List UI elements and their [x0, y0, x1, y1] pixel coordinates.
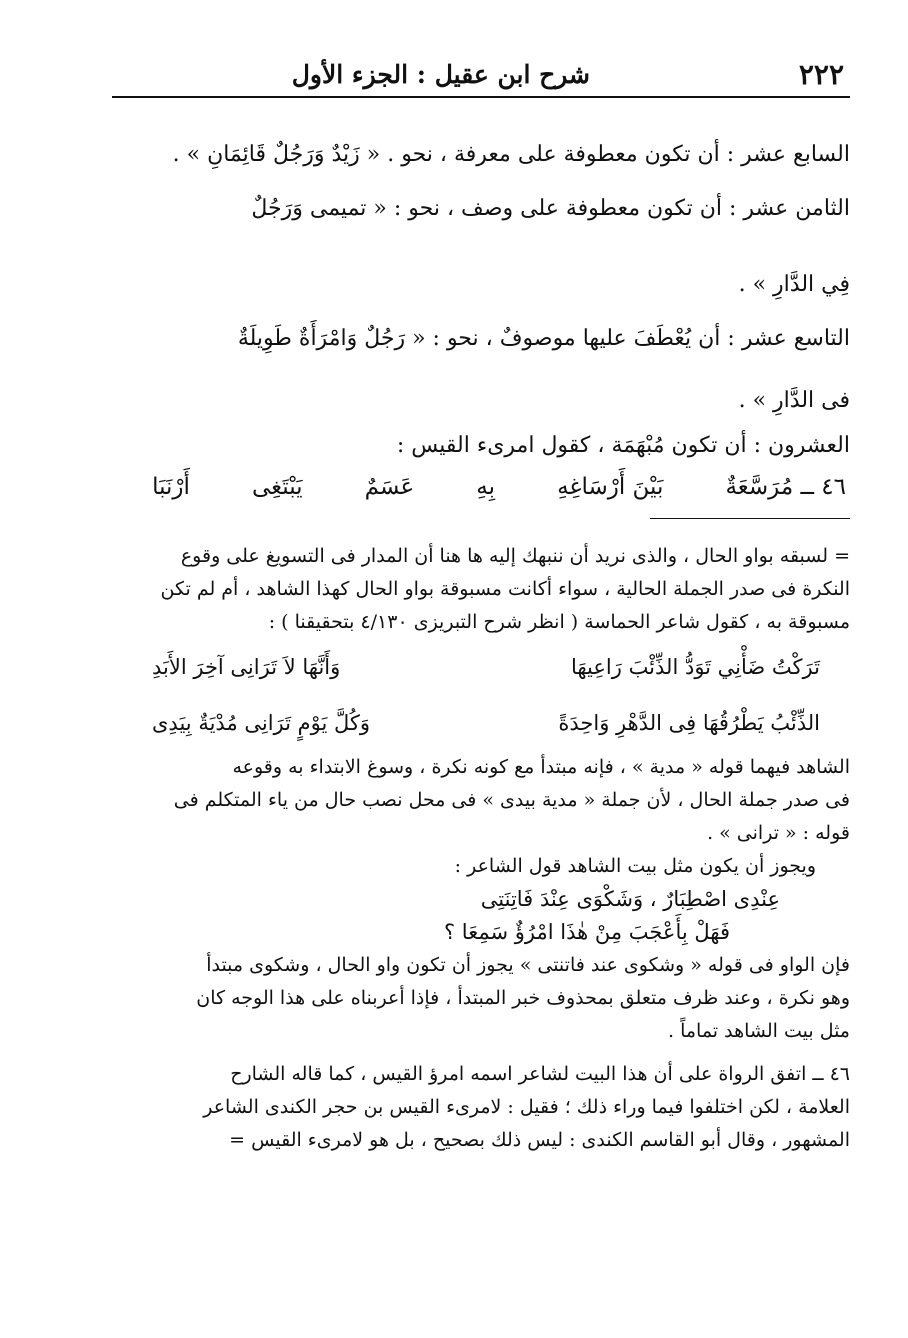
poem-couplet	[112, 695, 850, 751]
footnote-divider	[650, 518, 850, 519]
text-line: فى الدَّارِ » .	[738, 388, 850, 413]
hemistich: الذِّئْبُ يَطْرُقُهَا فِى الدَّهْرِ وَاحِدَةً	[558, 711, 820, 735]
footnote-line: مثل بيت الشاهد تماماً .	[667, 1020, 850, 1042]
verse-line: عِنْدِى اصْطِبَارٌ ، وَشَكْوَى عِنْدَ فَاتِنَتِى	[480, 887, 780, 911]
footnote-line: مسبوقة به ، كقول شاعر الحماسة ( انظر شرح التبريزى ٤/١٣٠ بتحقيقنا ) :	[268, 611, 850, 633]
main-text	[112, 128, 850, 510]
verse-word: يَبْتَغِى	[252, 474, 303, 500]
verse-word: ٤٦ ــ مُرَسَّعَةٌ	[725, 474, 846, 500]
verse-word: أَرْنَبَا	[152, 474, 190, 500]
hemistich: تَرَكْتُ ضَأْنِي تَوَدُّ الذِّئْبَ رَاعِيهَا	[570, 655, 820, 679]
footnote-line: وهو نكرة ، وعند ظرف متعلق بمحذوف خبر المبتدأ ، فإذا أعربناه على هذا الوجه كان	[196, 987, 850, 1009]
running-title: شرح ابن عقيل : الجزء الأول	[291, 60, 590, 89]
verse-word: بَيْنَ أَرْسَاغِهِ	[557, 474, 664, 500]
footnote-line: ٤٦ ــ اتفق الرواة على أن هذا البيت لشاعر اسمه امرؤ القيس ، كما قاله الشارح	[230, 1063, 850, 1085]
paragraph-nineteenth	[112, 312, 850, 428]
hemistich: وَكُلَّ يَوْمٍ تَرَانِى مُدْيَةٌ بِيَدِى	[152, 711, 371, 735]
poem-couplet	[112, 639, 850, 695]
hemistich: وَأَنَّهَا لاَ تَرَانِى آخِرَ الأَبَدِ	[152, 655, 341, 679]
verse-word: عَسَمٌ	[364, 474, 415, 500]
footnote-line: الشاهد فيهما قوله « مدية » ، فإنه مبتدأ مع كونه نكرة ، وسوغ الابتداء به وقوعه	[232, 756, 850, 778]
verse-word: بِهِ	[476, 474, 496, 500]
footnote-line: العلامة ، لكن اختلفوا فيما وراء ذلك ؛ فقيل : لامرىء القيس بن حجر الكندى الشاعر	[203, 1096, 850, 1118]
footnote-line: فإن الواو فى قوله « وشكوى عند فاتنتى » يجوز أن تكون واو الحال ، وشكوى مبتدأ	[206, 954, 850, 976]
footnote-line: = لسبقه بواو الحال ، والذى نريد أن ننبهك إليه ها هنا أن المدار فى التسويغ على وقوع	[180, 545, 850, 567]
footnote-line: قوله : « ترانى » .	[707, 822, 850, 844]
footnote-line: ويجوز أن يكون مثل بيت الشاهد قول الشاعر :	[454, 855, 816, 877]
verse-line: فَهَلْ بِأَعْجَبَ مِنْ هٰذَا امْرُؤٌ سَمِعَا ؟	[443, 920, 730, 944]
footnote-line: النكرة فى صدر الجملة الحالية ، سواء أكانت مسبوقة بواو الحال كهذا الشاهد ، أم لم تكن	[160, 578, 850, 600]
page-header	[112, 52, 850, 98]
footnotes	[112, 540, 850, 1157]
footnote-line: المشهور ، وقال أبو القاسم الكندى : ليس ذلك بصحيح ، بل هو لامرىء القيس =	[229, 1129, 850, 1151]
paragraph-seventeenth: السابع عشر : أن تكون معطوفة على معرفة ، نحو . « زَيْدٌ وَرَجُلٌ قَائِمَانِ » .	[172, 142, 850, 167]
text-line: التاسع عشر : أن يُعْطَفَ عليها موصوفٌ ، نحو : « رَجُلٌ وَامْرَأَةٌ طَوِيلَةٌ	[237, 326, 850, 351]
text-line: فِي الدَّارِ » .	[738, 272, 850, 297]
paragraph-eighteenth	[112, 182, 850, 312]
footnote-line: فى صدر جملة الحال ، لأن جملة « مدية بيدى » فى محل نصب حال من ياء المتكلم فى	[173, 789, 850, 811]
text-line: الثامن عشر : أن تكون معطوفة على وصف ، نحو : « تميمى وَرَجُلٌ	[251, 196, 850, 221]
paragraph-twentieth: العشرون : أن تكون مُبْهَمَة ، كقول امرىء القيس :	[396, 433, 850, 458]
verse-46	[112, 464, 850, 510]
page-number: ٢٢٢	[798, 58, 844, 91]
